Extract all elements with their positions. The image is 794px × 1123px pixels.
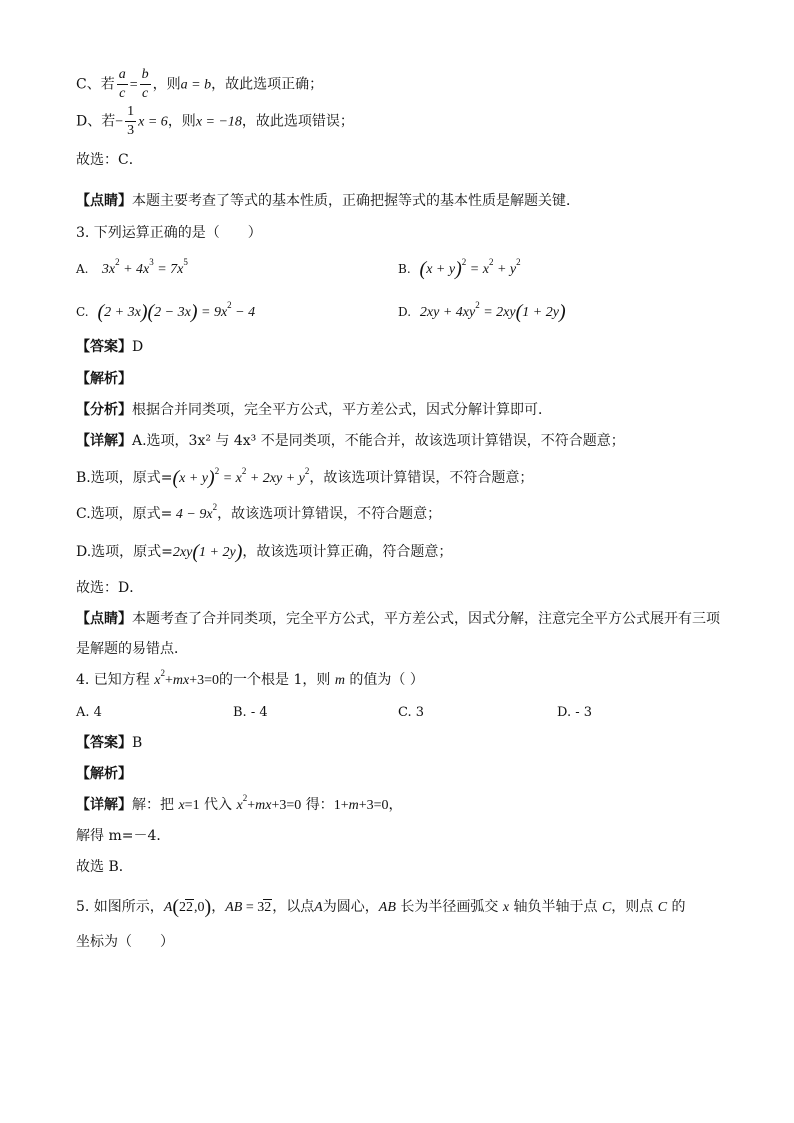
solve-4: 解得 m=－4． (76, 828, 171, 844)
choose-d: 故选：D． (76, 580, 144, 596)
detail-3-c: C.选项，原式= $4 - 9x^2$，故该选项计算错误，不符合题意； (76, 502, 442, 522)
q3-option-c: C. $(2 + 3x)(2 - 3x) = 9x^2 - 4$ (76, 300, 256, 323)
q3-option-a: A. $3x^2 + 4x^3 = 7x^5$ (76, 257, 188, 277)
q4-option-d: D. - 3 (557, 705, 593, 720)
q3-option-b: B. $(x + y)^2 = x^2 + y^2$ (398, 257, 521, 280)
fenxi-3: 【分析】根据合并同类项，完全平方公式，平方差公式，因式分解计算即可． (76, 402, 552, 418)
question-3-title: 3. 下列运算正确的是（ ） (76, 225, 262, 241)
q3-option-d: D. $2xy + 4xy^2 = 2xy(1 + 2y)$ (398, 300, 566, 323)
comment-3-line2: 是解题的易错点． (76, 641, 188, 657)
option-c-line: C、若 $\frac{a}{c}$ = $\frac{b}{c}$ ，则a = b，故此选项正确； (76, 67, 324, 101)
q4-option-b: B. - 4 (233, 705, 268, 720)
q4-option-a: A. 4 (76, 705, 102, 720)
answer-3: 【答案】D (76, 339, 144, 355)
analysis-tag-4: 【解析】 (76, 766, 132, 782)
question-5-line1: 5. 如图所示，A(22,0)，AB = 32，以点A为圆心，AB 长为半径画弧交 x 轴负半轴于点 C，则点 C 的 (76, 896, 686, 918)
comment-3-line1: 【点睛】本题考查了合并同类项，完全平方公式，平方差公式，因式分解，注意完全平方公式展开有三项 (76, 611, 720, 627)
fraction-one-third: $\frac{1}{3}$ (127, 104, 135, 138)
q4-option-c: C. 3 (398, 705, 425, 720)
question-5-line2: 坐标为（ ） (76, 934, 174, 950)
comment-2: 【点睛】本题主要考查了等式的基本性质，正确把握等式的基本性质是解题关键． (76, 193, 580, 209)
question-4-title: 4. 已知方程 $x^2+mx+3=0$的一个根是 1，则 m 的值为（ ） (76, 668, 424, 688)
detail-3-d: D.选项，原式=2xy(1 + 2y)，故该选项计算正确，符合题意； (76, 541, 453, 563)
detail-3-b: B.选项，原式$=(x + y)^2 = x^2 + 2xy + y^2$，故该选项计算错误，不符合题意； (76, 466, 534, 489)
answer-4: 【答案】B (76, 735, 143, 751)
detail-4: 【详解】解：把 x=1 代入 $x^2+mx+3=0$ 得：1+m+3=0， (76, 793, 403, 813)
option-d-line: D、若− $\frac{1}{3}$ x = 6，则x = −18，故此选项错误； (76, 104, 354, 138)
fraction-a-over-c: $\frac{a}{c}$ (118, 67, 126, 101)
choose-c: 故选：C． (76, 152, 143, 168)
detail-3-a: 【详解】A.选项，3x² 与 4x³ 不是同类项，不能合并，故该选项计算错误，不符合题意； (76, 433, 625, 449)
choose-b: 故选 B． (76, 859, 133, 875)
analysis-tag-3: 【解析】 (76, 371, 132, 387)
fraction-b-over-c: $\frac{b}{c}$ (141, 67, 149, 101)
